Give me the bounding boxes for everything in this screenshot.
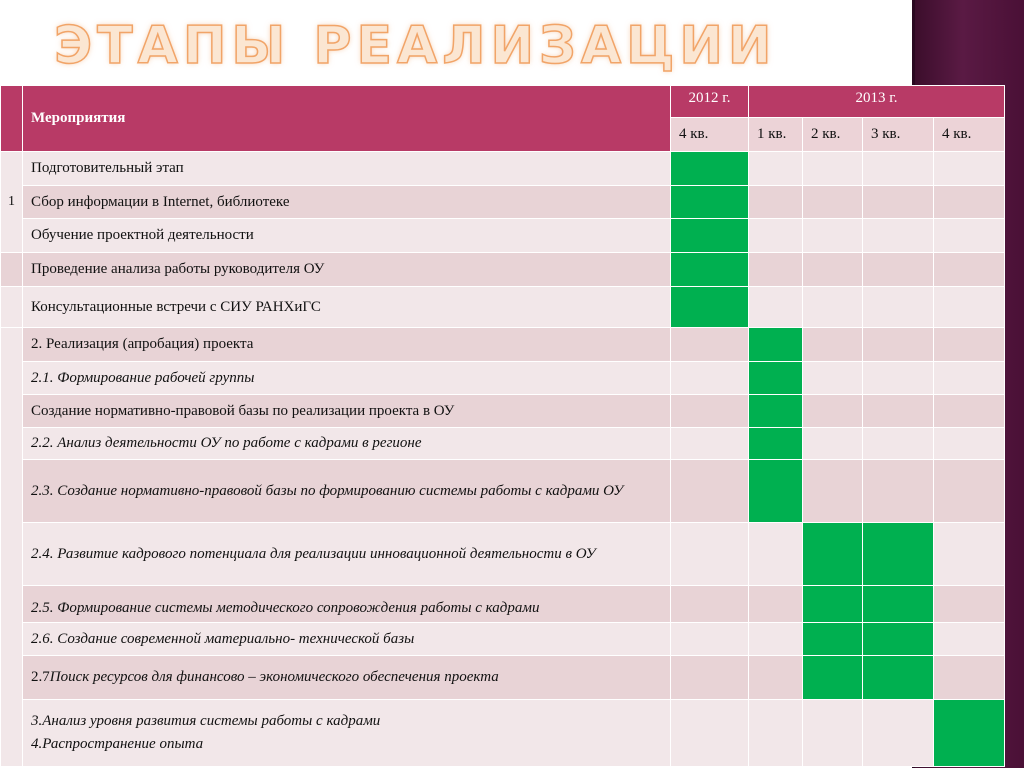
table-row	[1, 186, 1005, 219]
quarter-cell	[863, 328, 934, 362]
activity-line: 3.Анализ уровня развития системы работы с кадрами	[31, 713, 381, 729]
quarter-cell	[934, 152, 1005, 186]
quarter-cell	[863, 186, 934, 219]
table-row	[1, 328, 1005, 362]
slide-title: ЭТАПЫ РЕАЛИЗАЦИИ	[54, 16, 777, 76]
quarter-cell	[749, 186, 803, 219]
quarter-cell	[671, 328, 749, 362]
activity-name: 2.2. Анализ деятельности ОУ по работе с кадрами в регионе	[23, 428, 671, 460]
quarter-cell	[934, 219, 1005, 253]
table-row	[1, 656, 1005, 700]
quarter-cell	[934, 395, 1005, 428]
table-row	[1, 219, 1005, 253]
quarter-cell	[749, 219, 803, 253]
activity-name: Сбор информации в Internet, библиотеке	[23, 186, 671, 219]
quarter-cell	[863, 700, 934, 767]
quarter-cell-active	[671, 152, 749, 186]
quarter-cell	[863, 152, 934, 186]
activity-line: 4.Распространение опыта	[31, 736, 204, 752]
quarter-cell-active	[803, 623, 863, 656]
quarter-cell	[671, 700, 749, 767]
activity-name: Консультационные встречи с СИУ РАНХиГС	[23, 287, 671, 328]
quarter-cell-active	[803, 523, 863, 586]
quarter-cell	[803, 428, 863, 460]
quarter-cell	[749, 586, 803, 623]
activity-name: 2.5. Формирование системы методического сопровождения работы с кадрами	[23, 586, 671, 623]
quarter-cell-active	[671, 186, 749, 219]
activity-name	[23, 700, 671, 767]
quarter-cell-active	[749, 362, 803, 395]
quarter-cell-active	[749, 428, 803, 460]
activity-name: Подготовительный этап	[23, 152, 671, 186]
quarter-cell	[934, 186, 1005, 219]
quarter-cell	[671, 428, 749, 460]
quarter-cell-active	[671, 219, 749, 253]
quarter-cell	[863, 395, 934, 428]
quarter-cell	[934, 428, 1005, 460]
table-row	[1, 623, 1005, 656]
quarter-cell-active	[671, 253, 749, 287]
header-quarter: 3 кв.	[863, 118, 934, 152]
quarter-cell	[934, 523, 1005, 586]
table-row	[1, 287, 1005, 328]
table-row	[1, 395, 1005, 428]
quarter-cell	[671, 395, 749, 428]
quarter-cell	[863, 253, 934, 287]
activity-name: 2.4. Развитие кадрового потенциала для реализации инновационной деятельности в ОУ	[23, 523, 671, 586]
quarter-cell	[749, 152, 803, 186]
header-activities: Мероприятия	[23, 86, 671, 152]
quarter-cell	[934, 656, 1005, 700]
number-cell	[1, 328, 23, 767]
quarter-cell	[803, 219, 863, 253]
header-number-cell	[1, 86, 23, 152]
quarter-cell	[749, 287, 803, 328]
quarter-cell	[803, 328, 863, 362]
quarter-cell-active	[749, 460, 803, 523]
header-quarter: 4 кв.	[671, 118, 749, 152]
quarter-cell	[934, 328, 1005, 362]
activity-name	[23, 656, 671, 700]
quarter-cell	[863, 460, 934, 523]
table-row	[1, 362, 1005, 395]
table-row	[1, 253, 1005, 287]
quarter-cell	[863, 287, 934, 328]
quarter-cell	[803, 362, 863, 395]
quarter-cell	[934, 253, 1005, 287]
activity-name: 2.3. Создание нормативно-правовой базы по формированию системы работы с кадрами ОУ	[23, 460, 671, 523]
table-row	[1, 523, 1005, 586]
quarter-cell-active	[803, 656, 863, 700]
quarter-cell-active	[934, 700, 1005, 767]
table-row	[1, 700, 1005, 767]
quarter-cell	[671, 656, 749, 700]
quarter-cell	[863, 428, 934, 460]
implementation-stages-table	[0, 85, 1005, 767]
quarter-cell	[803, 253, 863, 287]
quarter-cell-active	[803, 586, 863, 623]
number-cell	[1, 253, 23, 287]
activity-name: Проведение анализа работы руководителя ОУ	[23, 253, 671, 287]
quarter-cell	[803, 700, 863, 767]
stage-number: 1	[1, 152, 23, 253]
quarter-cell-active	[863, 586, 934, 623]
quarter-cell	[671, 586, 749, 623]
quarter-cell	[671, 523, 749, 586]
activity-name: Обучение проектной деятельности	[23, 219, 671, 253]
quarter-cell-active	[863, 656, 934, 700]
quarter-cell	[671, 623, 749, 656]
quarter-cell-active	[863, 523, 934, 586]
quarter-cell	[749, 523, 803, 586]
number-cell	[1, 287, 23, 328]
quarter-cell	[863, 219, 934, 253]
table-row	[1, 152, 1005, 186]
activity-name: Создание нормативно-правовой базы по реализации проекта в ОУ	[23, 395, 671, 428]
table-row	[1, 460, 1005, 523]
quarter-cell	[934, 362, 1005, 395]
quarter-cell	[803, 287, 863, 328]
table-row	[1, 586, 1005, 623]
activity-name: 2. Реализация (апробация) проекта	[23, 328, 671, 362]
activity-number: 2.7	[31, 669, 50, 685]
quarter-cell	[803, 186, 863, 219]
header-year-2012: 2012 г.	[671, 86, 749, 118]
quarter-cell	[803, 460, 863, 523]
table-row	[1, 428, 1005, 460]
quarter-cell	[934, 287, 1005, 328]
quarter-cell	[749, 253, 803, 287]
activity-text: Поиск ресурсов для финансово – экономического обеспечения проекта	[49, 669, 499, 685]
quarter-cell	[749, 700, 803, 767]
quarter-cell-active	[671, 287, 749, 328]
quarter-cell	[671, 460, 749, 523]
quarter-cell	[934, 586, 1005, 623]
quarter-cell	[934, 623, 1005, 656]
activity-name: 2.1. Формирование рабочей группы	[23, 362, 671, 395]
header-year-2013: 2013 г.	[749, 86, 1005, 118]
quarter-cell-active	[749, 328, 803, 362]
header-quarter: 2 кв.	[803, 118, 863, 152]
quarter-cell	[934, 460, 1005, 523]
header-quarter: 4 кв.	[934, 118, 1005, 152]
quarter-cell	[863, 362, 934, 395]
quarter-cell-active	[863, 623, 934, 656]
quarter-cell	[671, 362, 749, 395]
header-row-years	[1, 86, 1005, 118]
quarter-cell	[803, 395, 863, 428]
header-quarter: 1 кв.	[749, 118, 803, 152]
quarter-cell-active	[749, 395, 803, 428]
quarter-cell	[749, 623, 803, 656]
activity-name: 2.6. Создание современной материально- технической базы	[23, 623, 671, 656]
quarter-cell	[803, 152, 863, 186]
quarter-cell	[749, 656, 803, 700]
